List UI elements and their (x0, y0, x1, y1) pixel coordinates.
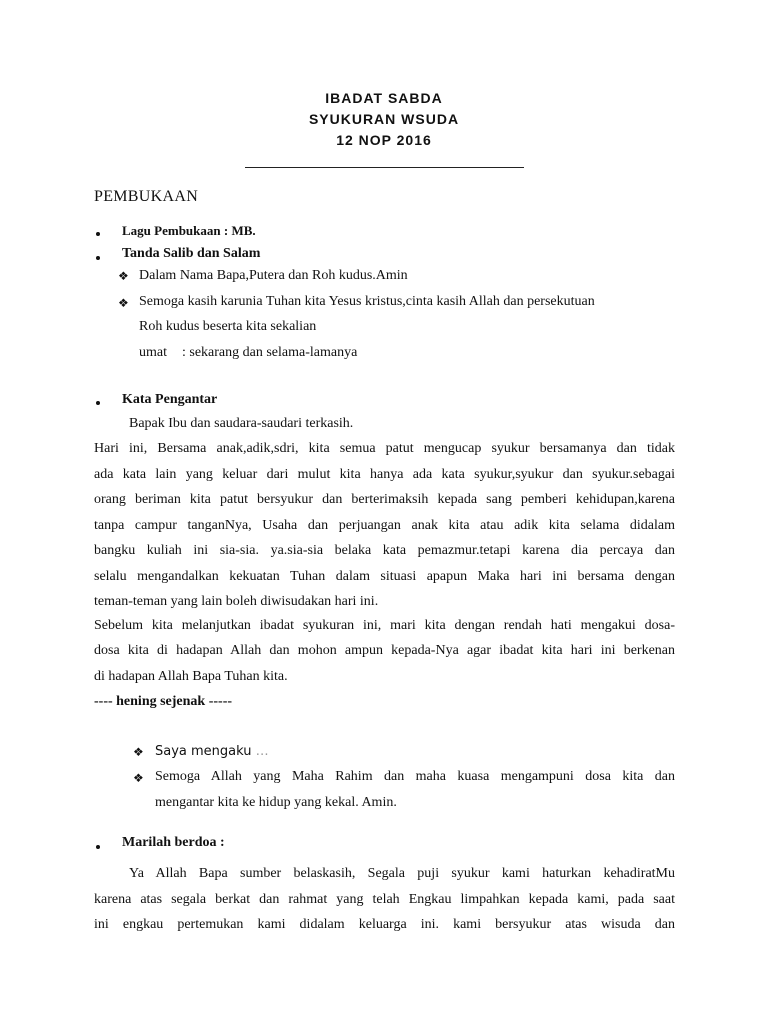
document-date: 12 NOP 2016 (336, 132, 432, 148)
paragraph-line: selalu mengandalkan kekuatan Tuhan dalam situasi apapun Maka hari ini bersama dengan (94, 569, 675, 584)
sub-item: Semoga kasih karunia Tuhan kita Yesus kristus,cinta kasih Allah dan persekutuan (139, 294, 595, 309)
sub-item: Saya mengaku … (155, 744, 269, 759)
bullet-icon (96, 401, 100, 405)
paragraph-line: di hadapan Allah Bapa Tuhan kita. (94, 669, 288, 684)
prayer-line: ini engkau pertemukan kami didalam keluarga ini. kami bersyukur atas wisuda dan (94, 917, 675, 932)
diamond-bullet-icon: ❖ (133, 771, 144, 785)
paragraph-line: Sebelum kita melanjutkan ibadat syukuran ini, mari kita dengan rendah hati mengakui dosa- (94, 618, 675, 633)
greeting: Bapak Ibu dan saudara-saudari terkasih. (129, 416, 354, 431)
bullet-item: Marilah berdoa : (122, 835, 225, 850)
bullet-icon (96, 232, 100, 236)
section-heading: PEMBUKAAN (94, 188, 199, 205)
paragraph-line: tanpa campur tanganNya, Usaha dan perjuangan anak kita atau adik kita selama didalam (94, 518, 675, 533)
sub-item: Dalam Nama Bapa,Putera dan Roh kudus.Amin (139, 268, 408, 283)
bullet-item: Lagu Pembukaan : MB. (122, 223, 256, 238)
rubric-note: ---- hening sejenak ----- (94, 694, 233, 709)
bullet-icon (96, 845, 100, 849)
paragraph-line: Hari ini, Bersama anak,adik,sdri, kita semua patut mengucap syukur bersamanya dan tidak (94, 441, 675, 456)
document-title: IBADAT SABDA (325, 90, 443, 106)
bullet-item: Kata Pengantar (122, 392, 218, 407)
diamond-bullet-icon: ❖ (118, 269, 129, 283)
diamond-bullet-icon: ❖ (133, 745, 144, 759)
sub-item-continuation: mengantar kita ke hidup yang kekal. Amin. (155, 795, 397, 810)
sub-item-continuation: Roh kudus beserta kita sekalian (139, 319, 317, 334)
document-subtitle: SYUKURAN WSUDA (308, 111, 460, 127)
title-divider (245, 167, 524, 168)
bullet-icon (96, 256, 100, 260)
diamond-bullet-icon: ❖ (118, 296, 129, 310)
paragraph-line: teman-teman yang lain boleh diwisudakan hari ini. (94, 594, 379, 609)
response-label: umat (139, 345, 167, 360)
paragraph-line: orang beriman kita patut bersyukur dan berterimaksih kepada sang pemberi kehidupan,karena (94, 492, 675, 507)
bullet-item: Tanda Salib dan Salam (122, 246, 261, 261)
paragraph-line: bangku kuliah ini sia-sia. ya.sia-sia belaka kata pemazmur.tetapi karena dia percaya dan (94, 543, 675, 558)
prayer-line: karena atas segala berkat dan rahmat yang telah Engkau limpahkan kepada kami, pada saat (94, 892, 675, 907)
paragraph-line: dosa kita di hadapan Allah dan mohon ampun kepada-Nya agar ibadat kita hari ini berkenan (94, 643, 675, 658)
response-text: : sekarang dan selama-lamanya (182, 345, 358, 360)
sub-item: Semoga Allah yang Maha Rahim dan maha kuasa mengampuni dosa kita dan (155, 769, 675, 784)
prayer-line: Ya Allah Bapa sumber belaskasih, Segala puji syukur kami haturkan kehadiratMu (129, 866, 675, 881)
paragraph-line: ada kata lain yang keluar dari mulut kita hanya ada kata syukur,syukur dan syukur.sebagai (94, 467, 675, 482)
